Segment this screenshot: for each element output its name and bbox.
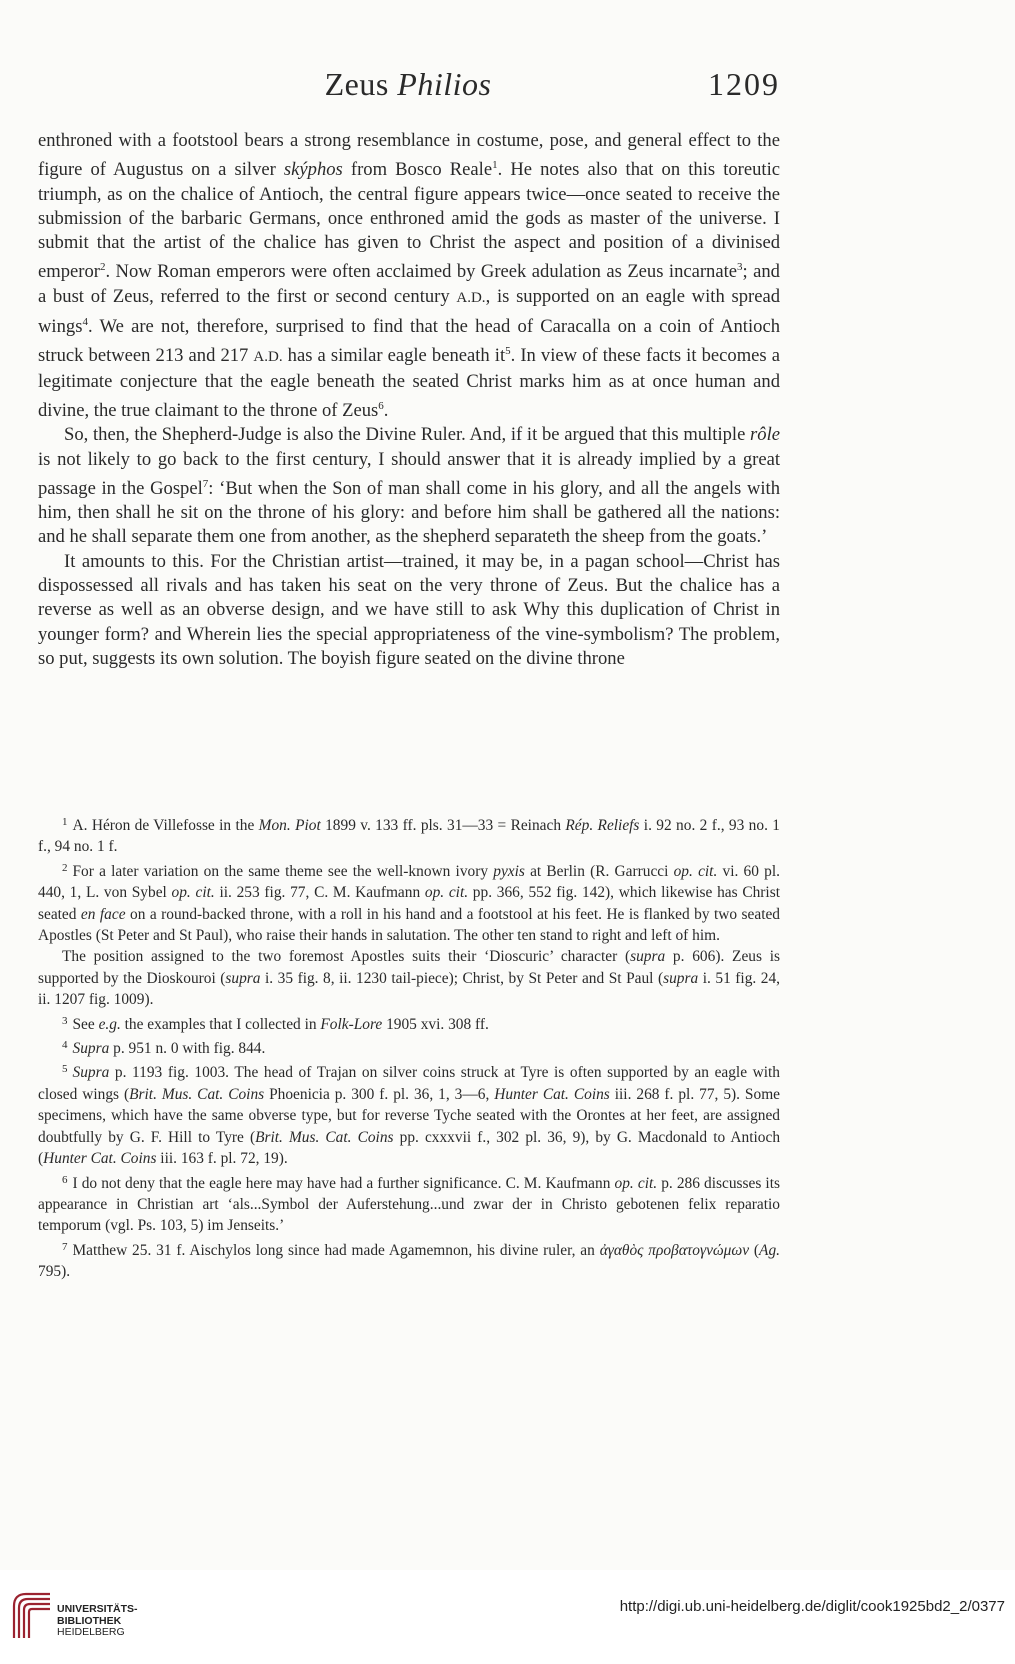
text-run: enthroned with a footstool bears a strong resemblance in costume, pose, and general effect to the figure of Augustus on a silver [38,130,780,181]
text-run: See [72,1015,99,1033]
text-run: . He notes also that on this toreutic triumph, as on the chalice of Antioch, the central figure appears twice—once seated to receive the submission of the barbaric Germans, once enthroned amid the gods as master of the universe. I submit that the artist of the chalice has given to Christ the aspect and position of a divinised emperor [38,159,780,283]
footnote-ref: 5 [505,345,511,358]
footnote-ref: 3 [737,261,743,274]
italic-ref: pyxis [493,862,525,880]
text-run: A. Héron de Villefosse in the [72,817,259,834]
text-run: For a later variation on the same theme see the well-known ivory [72,862,494,880]
footnote-number: 2 [62,861,68,874]
footnote-ref: 4 [82,316,88,329]
text-run: vi. 60 pl. 440, 1, L. von Sybel [38,862,780,902]
greek-phrase: ἀγαθὸς προβατογνώμων [599,1241,750,1259]
era-abbrev: A.D. [456,289,486,306]
text-run: The position assigned to the two foremost Apostles suits their ‘Dioscuric’ character ( [62,948,631,966]
italic-ref: Ag. [759,1241,780,1259]
footnote-number: 6 [62,1173,68,1186]
footnote-2 [38,858,780,947]
running-title-italic: Philios [397,66,492,102]
footnote-number: 1 [62,816,68,828]
italic-ref: Rép. Reliefs [565,817,640,834]
italic-ref: Hunter Cat. Coins [494,1085,610,1103]
footnote-ref: 6 [378,399,384,412]
digitization-footer [0,1570,1015,1664]
footnote-number: 4 [62,1039,68,1052]
text-run: 1905 xvi. 308 ff. [382,1015,489,1033]
footnote-number: 7 [62,1240,68,1253]
footnote-2-continued [38,946,780,1010]
text-run: pp. cxxxvii f., 302 pl. 36, 9), by G. Macdonald to Antioch ( [38,1128,781,1168]
footnote-3 [38,1011,780,1035]
text-run: , is supported on an eagle with spread wings [38,285,780,338]
italic-ref: Folk-Lore [320,1015,383,1033]
italic-ref: Mon. Piot [258,817,321,834]
italic-ref: en face [80,905,126,923]
source-url[interactable]: http://digi.ub.uni-heidelberg.de/diglit/cook1925bd2_2/0377 [619,1598,1005,1615]
text-run: on a round-backed throne, with a roll in his hand and a footstool at his feet. He is flanked by two seated Apostles (St Peter and St Paul), who raise their hands in salutation. The other ten stand to right and left of him. [38,905,781,945]
text-run: iii. 268 f. pl. 77, 5). Some specimens, which have the same obverse type, but for reverse Tyche seated with the Orontes at her feet, are assigned doubtfully by G. F. Hill to Tyre ( [38,1085,780,1146]
library-name [57,1604,138,1639]
italic-ref: supra [630,948,666,966]
italic-ref: op. cit. [424,884,469,902]
text-run: ii. 253 fig. 77, C. M. Kaufmann [214,884,425,902]
paragraph-3: It amounts to this. For the Christian artist—trained, it may be, in a pagan school—Christ has dispossessed all rivals and has taken his seat on the very throne of Zeus. But the chalice has a reverse as well as an obverse design, and we have still to ask Why this duplication of Christ in younger form? and Wherein lies the special appropriateness of the vine-symbolism? The problem, so put, suggests its own solution. The boyish figure seated on the divine throne [38,550,780,669]
text-run: at Berlin (R. Garrucci [524,862,674,880]
page-header [36,66,780,110]
running-title-roman: Zeus [324,66,389,102]
footnotes [38,812,780,1283]
footnote-6 [38,1170,780,1237]
footnote-5 [38,1059,780,1169]
library-name-line: HEIDELBERG [57,1626,125,1638]
italic-ref: Brit. Mus. Cat. Coins [255,1128,394,1146]
text-run: I do not deny that the eagle here may have had a further significance. C. M. Kaufmann [72,1174,615,1192]
text-run: Phoenicia p. 300 f. pl. 36, 1, 3—6, [264,1085,495,1103]
text-run: pp. 366, 552 fig. 142), which likewise has Christ seated [38,884,780,923]
italic-ref: supra [225,969,261,987]
italic-ref: op. cit. [614,1174,658,1192]
text-run: 795). [38,1263,71,1281]
italic-ref: supra [663,969,699,987]
text-run: the examples that I collected in [120,1015,321,1033]
italic-term: rôle [750,424,780,446]
text-run: is not likely to go back to the first century, I should answer that it is already implied by a great passage in the Gospel [38,448,780,499]
text-run: 1899 v. 133 ff. pls. 31—33 = Reinach [320,817,566,834]
text-run: iii. 163 f. pl. 72, 19). [156,1150,288,1168]
text-run: p. 1193 fig. 1003. The head of Trajan on silver coins struck at Tyre is often supported by an eagle with closed wings ( [38,1064,780,1103]
text-run: . Now Roman emperors were often acclaimed by Greek adulation as Zeus incarnate [105,261,738,283]
italic-ref: Hunter Cat. Coins [43,1150,157,1168]
footnote-1 [38,812,780,858]
text-run: . [383,399,389,421]
text-run: : ‘But when the Son of man shall come in his glory, and all the angels with him, then shall he sit on the throne of his glory: and before him shall be gathered all the nations: and he shall separate them one from another, as the shepherd separateth the sheep from the goats.’ [38,477,781,548]
library-name-line: BIBLIOTHEK [57,1614,122,1627]
text-run: ; and a bust of Zeus, referred to the first or second century [38,261,780,307]
italic-ref: e.g. [98,1015,121,1033]
italic-ref: Brit. Mus. Cat. Coins [129,1085,265,1103]
text-run: p. 951 n. 0 with fig. 844. [109,1040,266,1058]
text-run: ( [749,1241,760,1259]
university-library-logo-icon [10,1588,52,1640]
main-text [38,129,780,671]
footnote-4 [38,1035,780,1059]
text-run: p. 606). Zeus is supported by the Dioskouroi ( [38,948,780,987]
text-run: i. 35 fig. 8, ii. 1230 tail-piece); Christ, by St Peter and St Paul ( [260,969,664,987]
italic-ref: op. cit. [673,862,718,880]
footnote-7 [38,1237,780,1283]
text-run: . We are not, therefore, surprised to find that the head of Caracalla on a coin of Antioch struck between 213 and 217 [38,316,780,367]
running-title [36,66,780,103]
page-number: 1209 [708,66,780,102]
italic-ref: op. cit. [171,884,215,902]
italic-ref: Supra [72,1064,110,1082]
footnote-number: 5 [62,1063,68,1076]
text-run: i. 51 fig. 24, ii. 1207 fig. 1009). [38,969,780,1009]
era-abbrev: A.D. [253,349,283,366]
italic-term: skýphos [283,159,343,181]
text-run: i. 92 no. 2 f., 93 no. 1 f., 94 no. 1 f. [38,817,780,856]
library-name-line: UNIVERSITÄTS- [57,1603,138,1615]
paragraph-2 [38,423,780,549]
footnote-ref: 1 [492,159,498,172]
text-run: . In view of these facts it becomes a legitimate conjecture that the eagle beneath the seated Christ marks him as at once human and divine, the true claimant to the throne of Zeus [38,345,780,421]
text-run: Matthew 25. 31 f. Aischylos long since had made Agamemnon, his divine ruler, an [72,1241,600,1259]
text-run: p. 286 discusses its appearance in Christian art ‘als...Symbol der Auferstehung...und zwar der in Christo gebotenen felix reparatio temporum (vgl. Ps. 103, 5) im Jenseits.’ [38,1174,780,1235]
text-run: So, then, the Shepherd-Judge is also the Divine Ruler. And, if it be argued that this multiple [64,424,751,446]
footnote-ref: 2 [99,261,106,274]
italic-ref: Supra [72,1040,110,1058]
text-run: has a similar eagle beneath it [282,345,506,367]
text-run: from Bosco Reale [342,159,493,181]
footnote-number: 3 [62,1014,68,1027]
footnote-ref: 7 [202,477,209,490]
paragraph-1 [38,129,780,423]
